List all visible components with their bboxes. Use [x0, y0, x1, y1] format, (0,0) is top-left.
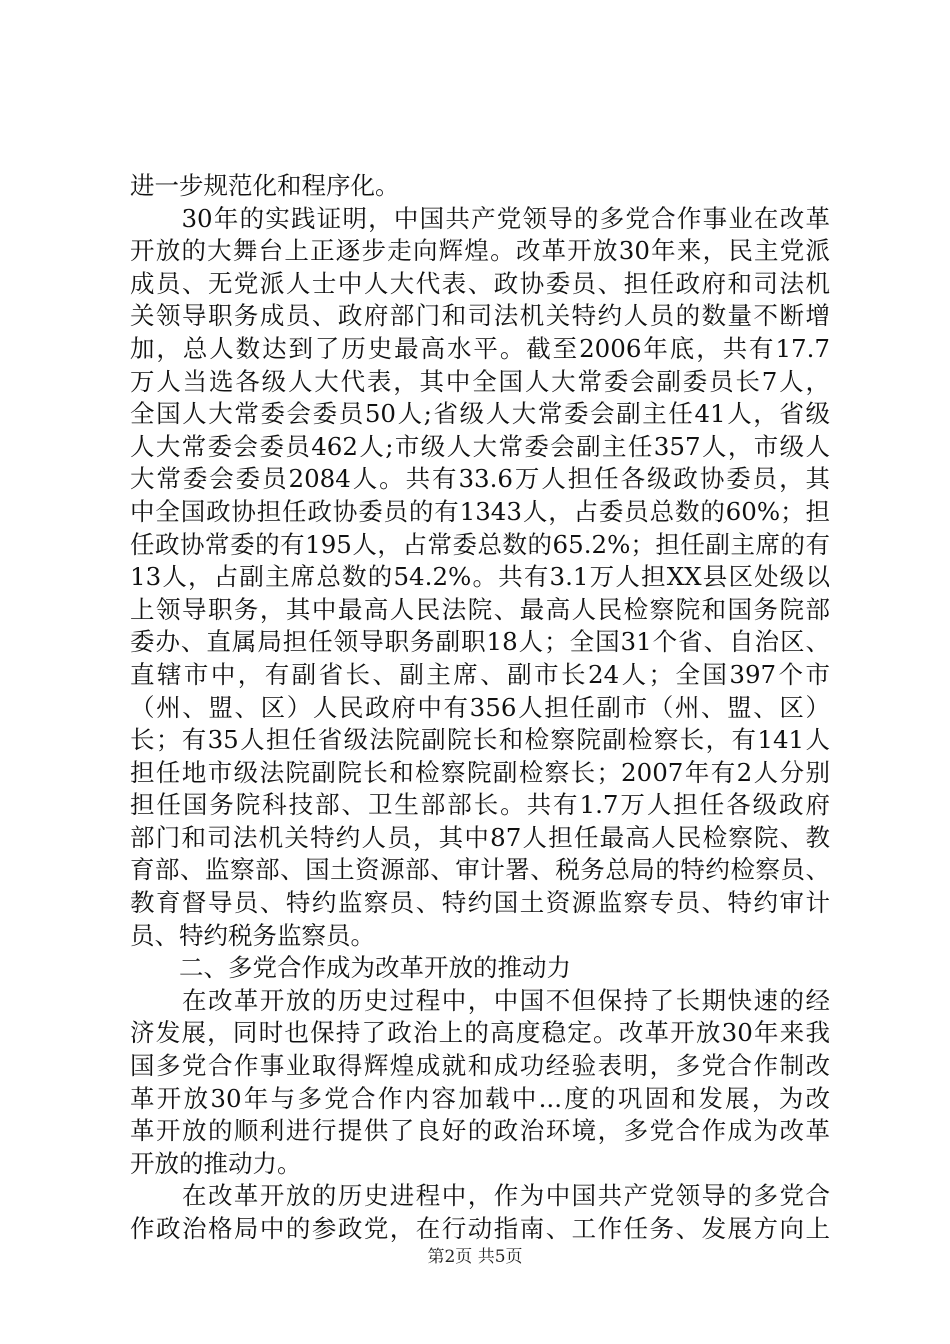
text-line: 长；有35人担任省级法院副院长和检察院副检察长，有141人: [130, 725, 830, 755]
text-line: 加，总人数达到了历史最高水平。截至2006年底，共有17.7: [130, 333, 830, 363]
text-line: 任政协常委的有195人，占常委总数的65.2%；担任副主席的有: [130, 529, 830, 559]
text-line: 在改革开放的历史过程中，中国不但保持了长期快速的经: [130, 985, 830, 1015]
text-line: 部门和司法机关特约人员，其中87人担任最高人民检察院、教: [130, 822, 830, 852]
text-line: 万人当选各级人大代表，其中全国人大常委会副委员长7人，: [130, 366, 830, 396]
document-body: [130, 170, 830, 1246]
page-number-footer: 第2页 共5页: [427, 1247, 523, 1267]
text-line: 员、特约税务监察员。: [130, 920, 375, 950]
text-line: （州、盟、区）人民政府中有356人担任副市（州、盟、区）: [130, 692, 830, 722]
text-line: 开放的大舞台上正逐步走向辉煌。改革开放30年来，民主党派: [130, 236, 830, 266]
section-heading: 二、多党合作成为改革开放的推动力: [130, 953, 571, 983]
text-line: 担任地市级法院副院长和检察院副检察长；2007年有2人分别: [130, 757, 830, 787]
text-line: 担任国务院科技部、卫生部部长。共有1.7万人担任各级政府: [130, 790, 830, 820]
text-line: 革开放的顺利进行提供了良好的政治环境，多党合作成为改革: [130, 1116, 830, 1146]
text-line: 委办、直属局担任领导职务副职18人；全国31个省、自治区、: [130, 627, 830, 657]
text-line: 13人，占副主席总数的54.2%。共有3.1万人担XX县区处级以: [130, 562, 830, 592]
text-line: 上领导职务，其中最高人民法院、最高人民检察院和国务院部: [130, 594, 830, 624]
text-line: 国多党合作事业取得辉煌成就和成功经验表明，多党合作制改: [130, 1051, 830, 1081]
text-line: 人大常委会委员462人;市级人大常委会副主任357人，市级人: [130, 431, 830, 461]
text-line: 30年的实践证明，中国共产党领导的多党合作事业在改革: [130, 203, 830, 233]
text-line: 进一步规范化和程序化。: [130, 171, 400, 200]
text-line: 中全国政协担任政协委员的有1343人，占委员总数的60%；担: [130, 496, 830, 526]
text-line: 全国人大常委会委员50人;省级人大常委会副主任41人，省级: [130, 399, 830, 429]
text-line: 成员、无党派人士中人大代表、政协委员、担任政府和司法机: [130, 268, 830, 298]
text-line: 教育督导员、特约监察员、特约国土资源监察专员、特约审计: [130, 888, 830, 918]
text-line: 育部、监察部、国土资源部、审计署、税务总局的特约检察员、: [130, 855, 830, 885]
text-line: 直辖市中，有副省长、副主席、副市长24人；全国397个市: [130, 659, 830, 689]
text-line: 在改革开放的历史进程中，作为中国共产党领导的多党合: [130, 1181, 830, 1211]
text-line: 关领导职务成员、政府部门和司法机关特约人员的数量不断增: [130, 301, 830, 331]
text-line: 革开放30年与多党合作内容加载中...度的巩固和发展，为改: [130, 1083, 830, 1113]
text-line: 济发展，同时也保持了政治上的高度稳定。改革开放30年来我: [130, 1018, 830, 1048]
text-line: 作政治格局中的参政党，在行动指南、工作任务、发展方向上: [130, 1214, 830, 1243]
text-line: 大常委会委员2084人。共有33.6万人担任各级政协委员，其: [130, 464, 830, 494]
text-line: 开放的推动力。: [130, 1148, 302, 1178]
